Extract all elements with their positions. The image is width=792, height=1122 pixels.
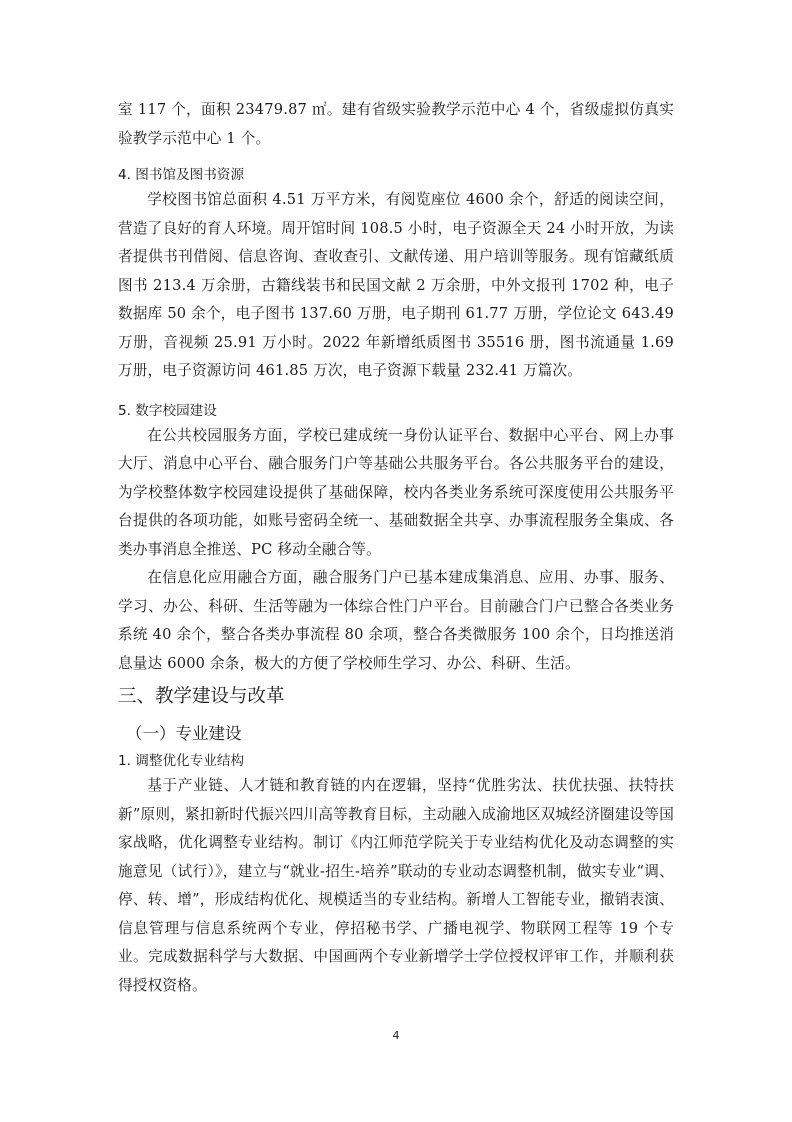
section-heading-major-construction: （一）专业建设 xyxy=(126,724,242,743)
continued-paragraph: 室 117 个，面积 23479.87 ㎡。建有省级实验教学示范中心 4 个，省级虚拟仿真实验教学示范中心 1 个。 xyxy=(118,101,674,147)
page-number: 4 xyxy=(392,1029,400,1042)
major-structure-paragraph: 基于产业链、人才链和教育链的内在逻辑，坚持“优胜劣汰、扶优扶强、扶特扶新”原则，紧扣新时代振兴四川高等教育目标，主动融入成渝地区双城经济圈建设等国家战略，优化调整专业结构。制订《内江师范学院关于专业结构优化及动态调整的实施意见（试行）》，建立与“就业-招生-培养”联动的专业动态调整机制，做实专业“调、停、转、增”，形成结构优化、规模适当的专业结构。新增人工智能专业，撤销表演、信息管理与信息系统两个专业，停招秘书学、广播电视学、物联网工程等 19 个专业。完成数据科学与大数据、中国画两个专业新增学士学位授权评审工作，并顺利获得授权资格。 xyxy=(118,777,674,994)
library-paragraph: 学校图书馆总面积 4.51 万平方米，有阅览座位 4600 余个，舒适的阅读空间，营造了良好的育人环境。周开馆时间 108.5 小时，电子资源全天 24 小时开放，为读者提供书刊借阅、信息咨询、查收查引、文献传递、用户培训等服务。现有馆藏纸质图书 213.4 万余册，古籍线装书和民国文献 2 万余册，中外文报刊 1702 种，电子数据库 50 余个，电子图书 137.60 万册，电子期刊 61.77 万册，学位论文 643.49 万册，音视频 25.91 万小时。2022 年新增纸质图书 35516 册，图书流通量 1.69 万册，电子资源访问 461.85 万次，电子资源下载量 232.41 万篇次。 xyxy=(118,191,674,379)
digital-campus-heading: 5. 数字校园建设 xyxy=(118,402,217,419)
library-heading: 4. 图书馆及图书资源 xyxy=(118,167,245,183)
major-structure-heading: 1. 调整优化专业结构 xyxy=(118,753,245,769)
digital-campus-paragraph-1: 在公共校园服务方面，学校已建成统一身份认证平台、数据中心平台、网上办事大厅、消息中心平台、融合服务门户等基础公共服务平台。各公共服务平台的建设，为学校整体数字校园建设提供了基础保障，校内各类业务系统可深度使用公共服务平台提供的各项功能，如账号密码全统一、基础数据全共享、办事流程服务全集成、各类办事消息全推送、PC 移动全融合等。 xyxy=(118,426,674,558)
chapter-heading: 三、教学建设与改革 xyxy=(118,686,285,707)
digital-campus-paragraph-2: 在信息化应用融合方面，融合服务门户已基本建成集消息、应用、办事、服务、学习、办公、科研、生活等融为一体综合性门户平台。目前融合门户已整合各类业务系统 40 余个，整合各类办事流程 80 余项，整合各类微服务 100 余个，日均推送消息量达 6000 余条，极大的方便了学校师生学习、办公、科研、生活。 xyxy=(118,569,674,672)
page-content xyxy=(118,96,674,1000)
